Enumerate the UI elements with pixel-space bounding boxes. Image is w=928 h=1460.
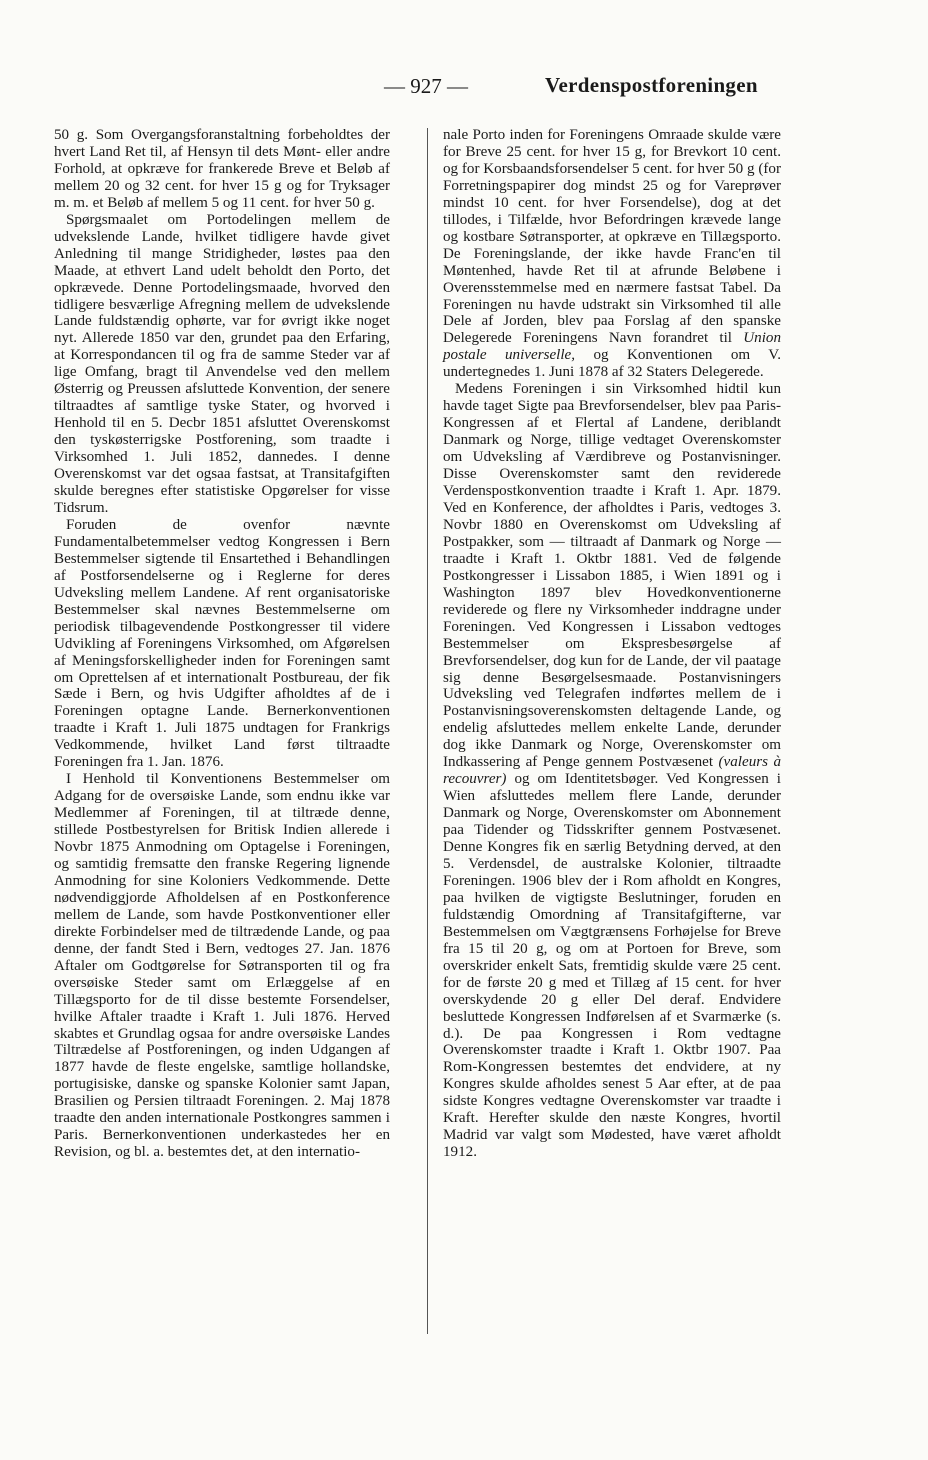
text-run: og om Identitetsbøger. Ved Kongressen i Wien afsluttedes mellem flere Lande, derunder Danmark og Norge, Overenskomster om Abonnement paa Tidender og Tidsskrifter gennem Postvæsenet. Denne Kongres fik en særlig Betydning derved, at den 5. Verdensdel, de australske Kolonier, tiltraadte Foreningen. 1906 blev der i Rom afholdt en Kongres, paa hvilken de vigtigste Beslutninger, foruden en fuldstændig Omordning af Transitafgifterne, var Bestemmelsen om Vægtgrænsens Forhøjelse for Breve fra 15 til 20 g, og om at Portoen for Breve, som overskrider enkelt Sats, fremtidig skulde være 25 cent. for de første 20 g med et Tillæg af 15 cent. for hver overskydende 20 g eller Del deraf. Endvidere besluttede Kongressen Indførelsen af et Svarmærke (s. d.). De paa Kongressen i Rom vedtagne Overenskomster traadte i Kraft 1. Oktbr 1907. Paa Rom-Kongressen bestemtes det endvidere, at ny Kongres skulde afholdes senest 5 Aar efter, at de paa sidste Kongres vedtagne Overenskomster var traadte i Kraft. Herefter skulde den næste Kongres, hvortil Madrid var valgt som Mødested, have været afholdt 1912. <box>443 771 781 1161</box>
text-run: nale Porto inden for Foreningens Omraade skulde være for Breve 25 cent. for hver 15 g, for Brevkort 10 cent. og for Korsbaandsforsendelser 5 cent. for hver 50 g (for Forretningspapirer dog mindst 25 og for Vareprøver mindst 10 cent. for hver Forsendelse), dog at det tillodes, i Tilfælde, hvor Befordringen krævede lange og kostbare Søtransporter, at opkræve en Tillægsporto. De Foreningslande, der ikke havde Franc'en til Møntenhed, havde Ret til at afrunde Beløbene i Overensstemmelse med en nærmere fastsat Tabel. Da Foreningen nu havde udstrakt sin Virksomhed til alle Dele af Jorden, blev paa Forslag af den spanske Delegerede Foreningens Navn forandret til <box>443 127 781 347</box>
column-divider <box>427 128 428 1334</box>
page-number: — 927 — <box>384 74 468 98</box>
text-run: og Konventionen om V. undertegnedes 1. Juni 1878 af 32 Staters Delegerede. <box>443 347 782 381</box>
italic-run: Union postale universelle, <box>443 330 782 364</box>
italic-run: (valeurs à recouvrer) <box>443 754 782 788</box>
paragraph <box>443 127 781 381</box>
left-column <box>54 127 390 1161</box>
right-column <box>443 127 781 1161</box>
paragraph: Foruden de ovenfor nævnte Fundamentalbetemmelser vedtog Kongressen i Bern Bestemmelser sigtende til Ensartethed i Behandlingen af Postforsendelserne og i Reglerne for deres Udveksling mellem Landene. Af rent organisatoriske Bestemmelser skal nævnes Bestemmelserne om periodisk tilbagevendende Postkongresser til videre Udvikling af Foreningens Virksomhed, om Afgørelsen af Meningsforskelligheder inden for Foreningen samt om Oprettelsen af et internationalt Postbureau, der fik Sæde i Bern, og hvis Udgifter afholdtes af de i Foreningen optagne Lande. Bernerkonventionen traadte i Kraft 1. Juli 1875 undtagen for Frankrigs Vedkommende, hvilket Land først tiltraadte Foreningen fra 1. Jan. 1876. <box>54 516 390 771</box>
paragraph: I Henhold til Konventionens Bestemmelser om Adgang for de oversøiske Lande, som endnu ikke var Medlemmer af Foreningen, til at tiltræde denne, stillede Postbestyrelsen for Britisk Indien allerede i Novbr 1875 Anmodning om Optagelse i Foreningen, og samtidig fremsatte den franske Regering lignende Anmodning for sine Koloniers Vedkommende. Dette nødvendiggjorde Afholdelsen af en Postkonference mellem de Lande, som havde Postkonventioner eller direkte Forbindelser med de tiltrædende Lande, og paa denne, der fandt Sted i Bern, vedtoges 27. Jan. 1876 Aftaler om Godtgørelse for Søtransporten til og fra oversøiske Steder samt om Erlæggelse af en Tillægsporto for de til disse bestemte Forsendelser, hvilke Aftaler traadte i Kraft 1. Juli 1876. Herved skabtes et Grundlag ogsaa for andre oversøiske Landes Tiltrædelse af Postforeningen, og inden Udgangen af 1877 havde de fleste engelske, samtlige hollandske, portugisiske, danske og spanske Kolonier samt Japan, Brasilien og Persien tiltraadt Foreningen. 2. Maj 1878 traadte den anden internationale Postkongres sammen i Paris. Bernerkonventionen underkastedes her en Revision, og bl. a. bestemtes det, at den internatio- <box>54 771 390 1161</box>
paragraph: 50 g. Som Overgangsforanstaltning forbeholdtes der hvert Land Ret til, af Hensyn til dets Mønt- eller andre Forhold, at opkræve for frankerede Breve et Beløb af mellem 20 og 32 cent. for hver 15 g og for Tryksager m. m. et Beløb af mellem 5 og 11 cent. for hver 50 g. <box>54 127 390 211</box>
running-title: Verdenspostforeningen <box>545 73 758 97</box>
paragraph: Spørgsmaalet om Portodelingen mellem de udvekslende Lande, hvilket tidligere havde givet Anledning til mange Stridigheder, løstes paa den Maade, at ethvert Land udelt beholdt den Porto, det opkrævede. Denne Portodelingsmaade, hvorved den tidligere besværlige Afregning mellem de udvekslende Lande fuldstændig ophørte, var for øvrigt ikke noget nyt. Allerede 1850 var den, grundet paa den Erfaring, at Korrespondancen til og fra de samme Steder var af lige Omfang, bragt til Anvendelse ved den mellem Østerrig og Preussen afsluttede Konvention, der senere tiltraadtes af samtlige tyske Stater, og hvorved i Henhold til en 5. Decbr 1851 afsluttet Overenskomst den tyskøsterrigske Postforening, som traadte i Virksomhed 1. Juli 1852, dannedes. I denne Overenskomst var det ogsaa fastsat, at Transitafgiften skulde beregnes efter statistiske Opgørelser for visse Tidsrum. <box>54 211 390 516</box>
paragraph <box>443 381 781 1161</box>
page-header <box>0 70 928 102</box>
text-run: Medens Foreningen i sin Virksomhed hidtil kun havde taget Sigte paa Brevforsendelser, blev paa Paris-Kongressen af et Flertal af Landene, deriblandt Danmark og Norge, tillige vedtaget Overenskomster om Udveksling af Værdibreve og Postanvisninger. Disse Overenskomster samt den reviderede Verdenspostkonvention traadte i Kraft 1. Apr. 1879. Ved en Konference, der afholdtes i Paris, vedtoges 3. Novbr 1880 en Overenskomst om Udveksling af Postpakker, som — tiltraadt af Danmark og Norge — traadte i Kraft 1. Oktbr 1881. Ved de følgende Postkongresser i Lissabon 1885, i Wien 1891 og i Washington 1897 blev Hovedkonventionerne reviderede og flere ny Virksomheder inddragne under Foreningen. Ved Kongressen i Lissabon vedtoges Bestemmelser om Ekspresbesørgelse af Brevforsendelser, dog kun for de Lande, der vil paatage sig denne Besørgelsesmaade. Postanvisningers Udveksling ved Telegrafen indførtes mellem de i Postanvisningsoverenskomsten deltagende Lande, og endelig afsluttedes mellem enkelte Lande, derunder dog ikke Danmark og Norge, Overenskomster om Indkassering af Penge gennem Postvæsenet <box>443 381 781 771</box>
